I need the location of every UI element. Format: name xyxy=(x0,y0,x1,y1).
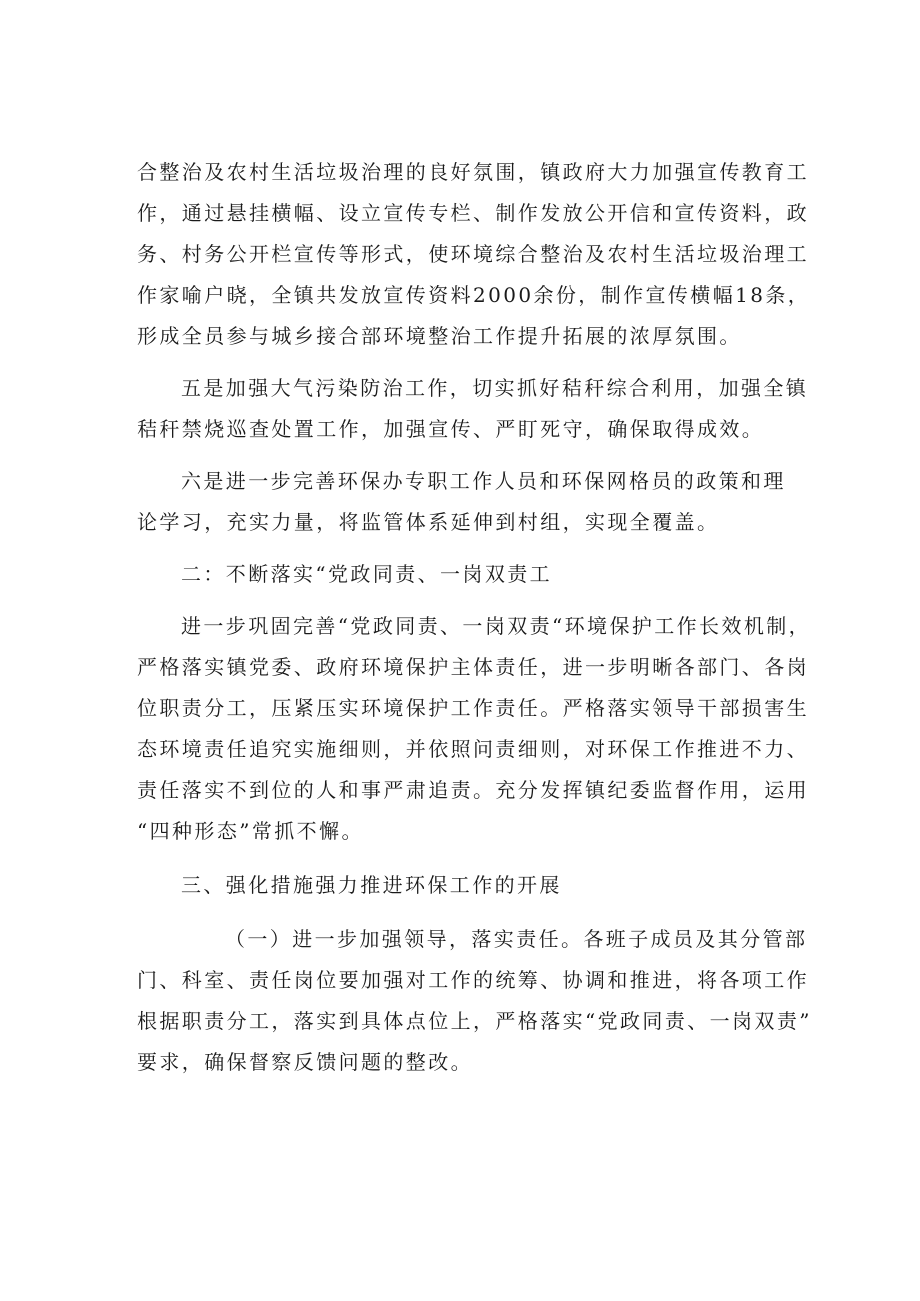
paragraph-line: 作，通过悬挂横幅、设立宣传专栏、制作发放公开信和宣传资料，政 xyxy=(137,201,809,225)
paragraph-line: 合整治及农村生活垃圾治理的良好氛围，镇政府大力加强宣传教育工 xyxy=(137,160,809,184)
paragraph-line: 六是进一步完善环保办专职工作人员和环保网格员的政策和理 xyxy=(181,469,786,493)
paragraph-5-cont xyxy=(137,960,812,1083)
paragraph-4-cont xyxy=(137,647,809,852)
paragraph-line: “四种形态”常抓不懈。 xyxy=(137,819,364,843)
paragraph-2 xyxy=(137,368,809,409)
paragraph-4 xyxy=(137,606,812,647)
paragraph-line: 进一步巩固完善“党政同责、一岗双责“环境保护工作长效机制， xyxy=(181,614,812,638)
paragraph-line: 五是加强大气污染防治工作，切实抓好秸秆综合利用，加强全镇 xyxy=(181,376,809,400)
paragraph-line: 形成全员参与城乡接合部环境整治工作提升拓展的浓厚氛围。 xyxy=(137,324,742,348)
paragraph-line: 责任落实不到位的人和事严肃追责。充分发挥镇纪委监督作用，运用 xyxy=(137,778,809,802)
paragraph-line: 作家喻户晓，全镇共发放宣传资料2000余份，制作宣传横幅18条， xyxy=(137,283,811,307)
paragraph-2-cont xyxy=(137,409,797,450)
paragraph-line: 秸秆禁烧巡查处置工作，加强宣传、严盯死守，确保取得成效。 xyxy=(137,417,765,441)
paragraph-line: 论学习，充实力量，将监管体系延伸到村组，实现全覆盖。 xyxy=(137,510,720,534)
paragraph-5 xyxy=(137,919,808,960)
section-heading-3: 三、强化措施强力推进环保工作的开展 xyxy=(181,873,562,897)
paragraph-line: （一）进一步加强领导，落实责任。各班子成员及其分管部 xyxy=(225,927,808,951)
document-body xyxy=(137,152,812,1083)
paragraph-line: 严格落实镇党委、政府环境保护主体责任，进一步明晰各部门、各岗 xyxy=(137,655,809,679)
paragraph-line: 门、科室、责任岗位要加强对工作的统筹、协调和推进，将各项工作 xyxy=(137,968,809,992)
paragraph-line: 要求，确保督察反馈问题的整改。 xyxy=(137,1050,473,1074)
paragraph-3-cont xyxy=(137,502,797,543)
paragraph-line: 务、村务公开栏宣传等形式，使环境综合整治及农村生活垃圾治理工 xyxy=(137,242,809,266)
paragraph-line: 位职责分工，压紧压实环境保护工作责任。严格落实领导干部损害生 xyxy=(137,696,809,720)
section-heading-2: 二：不断落实“党政同责、一岗双责工 xyxy=(181,562,553,586)
paragraph-3 xyxy=(137,461,797,502)
paragraph-1 xyxy=(137,152,811,357)
paragraph-line: 根据职责分工，落实到具体点位上，严格落实“党政同责、一岗双责” xyxy=(137,1009,812,1033)
paragraph-line: 态环境责任追究实施细则，并依照问责细则，对环保工作推进不力、 xyxy=(137,737,809,761)
